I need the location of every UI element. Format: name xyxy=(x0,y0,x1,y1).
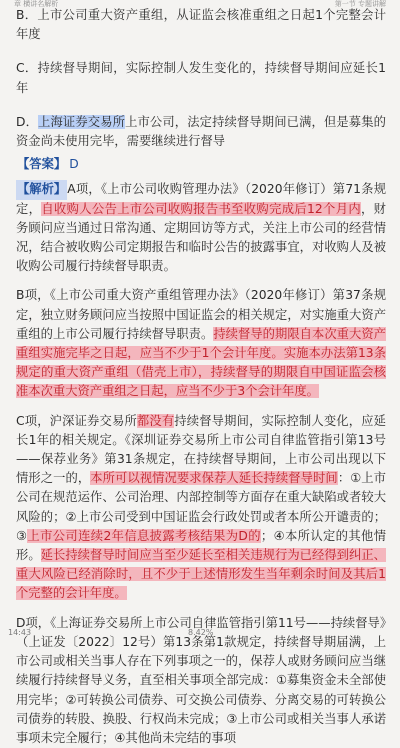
section-label: 第一节 专题讲解 xyxy=(334,0,386,8)
answer-value: D xyxy=(69,157,79,172)
bottom-status-bar xyxy=(0,626,400,640)
clock-time: 14:43 xyxy=(8,628,32,637)
chapter-label: 章 横讲名解析 xyxy=(14,0,59,8)
analysis-c-text-2: 持续督导期间，实际控制人变化，应延长1年的相关规定。《深圳证券交易所上市公司自律监管指引第13号——保荐业务》第31条规定，在持续督导期间，上市公司出现以下情形之一的， xyxy=(16,413,386,486)
analysis-c-text-1: C项，沪深证券交易所 xyxy=(16,413,137,428)
analysis-b-highlight: 持续督导的期限自本次重大资产重组实施完毕之日起，应当不少于1个会计年度。实施本办法第13条规定的重大资产重组（借壳上市），持续督导的期限自中国证监会核准本次重大资产重组之日起，应当不少于3个会计年度。 xyxy=(16,326,386,399)
option-b: B．上市公司重大资产重组，从证监会核准重组之日起1个完整会计年度 xyxy=(16,8,386,42)
analysis-c-highlight-3: 上市公司连续2年信息披露考核结果为D的 xyxy=(27,528,261,543)
option-c: C．持续督导期间，实际控制人发生变化的，持续督导期间应延长1年 xyxy=(16,61,386,95)
analysis-c-text-4: ；④本所认定的其他情形。 xyxy=(16,528,386,563)
analysis-a-text-2: ，财务顾问应当通过日常沟通、定期回访等方式，关注上市公司的经营情况，结合被收购公司定期报告和临时公告的披露事宜，对收购人及被收购公司履行持续督导职责。 xyxy=(16,201,386,274)
analysis-c-highlight-2: 本所可以视情况要求保荐人延长持续督导时间 xyxy=(90,471,338,486)
analysis-c-text-3: ：①上市公司在规范运作、公司治理、内部控制等方面存在重大缺陷或者较大风险的；②上市公司受到中国证监会行政处罚或者本所公开谴责的；③ xyxy=(16,471,386,543)
option-d-text: 上市公司，法定持续督导期间已满，但是募集的资金尚未使用完毕，需要继续进行督导 xyxy=(16,114,386,149)
option-d xyxy=(16,113,386,151)
answer-label: 【答案】 xyxy=(17,157,67,172)
option-d-prefix: D． xyxy=(16,114,39,129)
option-d-highlight: 上海证券交易所 xyxy=(38,114,126,129)
analysis-label: 【解析】 xyxy=(16,180,67,199)
analysis-c-highlight-1: 都没有 xyxy=(136,413,175,428)
analysis-c xyxy=(16,412,386,604)
analysis-b-text: B项，《上市公司重大资产重组管理办法》（2020年修订）第37条规定，独立财务顾问应当按照中国证监会的相关规定，对实施重大资产重组的上市公司履行持续督导职责。 xyxy=(16,288,386,341)
analysis-c-highlight-4: 延长持续督导时间应当至少延长至相关违规行为已经得到纠正、重大风险已经消除时，且不少于上述情形发生当年剩余时间及其后1个完整的会计年度。 xyxy=(16,548,386,601)
analysis-a-highlight: 自收购人公告上市公司收购报告书至收购完成后12个月内 xyxy=(41,201,362,216)
answer-line xyxy=(16,155,386,174)
analysis-b xyxy=(16,286,386,401)
analysis-d: D项，《上海证券交易所上市公司自律监管指引第11号——持续督导》（上证发〔2022〕12号）第13条第1款规定，持续督导期届满，上市公司或相关当事人存在下列事项之一的，保荐人或财务顾问应当继续履行持续督导义务，直至相关事项全部完成：①募集资金未全部使用完毕；②可转换公司债券、可交换公司债券、分离交易的可转换公司债券的转股、换股、行权尚未完成；③上市公司或相关当事人承诺事项未完全履行；④其他尚未完结的事项 xyxy=(16,615,386,745)
reading-progress: 8.42% xyxy=(188,628,214,637)
analysis-a xyxy=(16,180,386,276)
analysis-a-text-1: A项，《上市公司收购管理办法》（2020年修订）第71条规定， xyxy=(16,182,386,216)
